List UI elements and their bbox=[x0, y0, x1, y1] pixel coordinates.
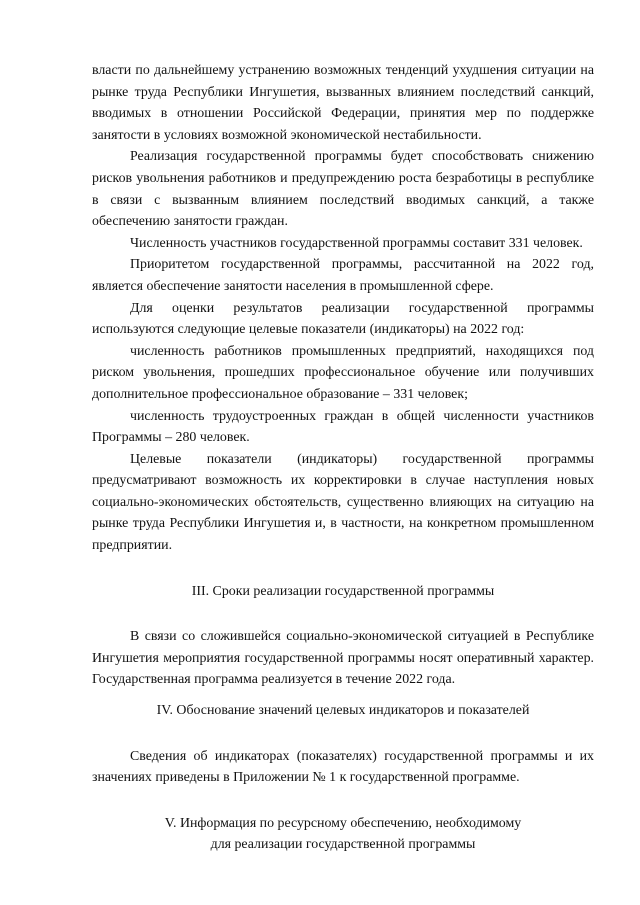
paragraph-indicator-employed-citizens: численность трудоустроенных граждан в общей численности участников Программы – 280 человек. bbox=[92, 408, 594, 446]
section-4-text: Сведения об индикаторах (показателях) государственной программы и их значениях приведены в Приложении № 1 к государственной программе. bbox=[92, 748, 594, 786]
section-5-heading-line-1: V. Информация по ресурсному обеспечению, необходимому bbox=[164, 815, 522, 831]
paragraph-indicators-adjustment: Целевые показатели (индикаторы) государственной программы предусматривают возможность их корректировки в случае наступления новых социально-экономических обстоятельств, существенно влияющих на ситуацию на рынке труда Республики Ингушетия и, в частности, на конкретном промышленном предприятии. bbox=[92, 451, 594, 554]
paragraph-program-priority: Приоритетом государственной программы, рассчитанной на 2022 год, является обеспечение занятости населения в промышленной сфере. bbox=[92, 257, 594, 294]
section-3-text: В связи со сложившейся социально-экономической ситуацией в Республике Ингушетия мероприятия государственной программы носят оперативный характер. Государственная программа реализуется в течение 2022 года. bbox=[92, 629, 594, 688]
document-page bbox=[92, 60, 594, 856]
paragraph-sanctions-context: власти по дальнейшему устранению возможных тенденций ухудшения ситуации на рынке труда Республики Ингушетия, вызванных влиянием последствий санкций, вводимых в отношении Российской Федерации, принятия мер по поддержке занятости в условиях возможной экономической нестабильности. bbox=[92, 63, 594, 143]
section-5-heading-line-2: для реализации государственной программы bbox=[210, 837, 476, 853]
section-3-heading: III. Сроки реализации государственной программы bbox=[191, 583, 495, 599]
paragraph-program-implementation: Реализация государственной программы будет способствовать снижению рисков увольнения работников и предупреждению роста безработицы в республике в связи с вызванным влиянием последствий вводимых санкций, а также обеспечению занятости граждан. bbox=[92, 149, 594, 230]
section-4-heading: IV. Обоснование значений целевых индикаторов и показателей bbox=[156, 703, 530, 719]
paragraph-indicators-intro: Для оценки результатов реализации государственной программы используются следующие целевые показатели (индикаторы) на 2022 год: bbox=[92, 300, 594, 338]
paragraph-indicator-trained-workers: численность работников промышленных предприятий, находящихся под риском увольнения, прошедших профессиональное обучение или получивших дополнительное профессиональное образование – 331 человек; bbox=[92, 343, 594, 402]
paragraph-participants-count: Численность участников государственной программы составит 331 человек. bbox=[130, 235, 583, 251]
